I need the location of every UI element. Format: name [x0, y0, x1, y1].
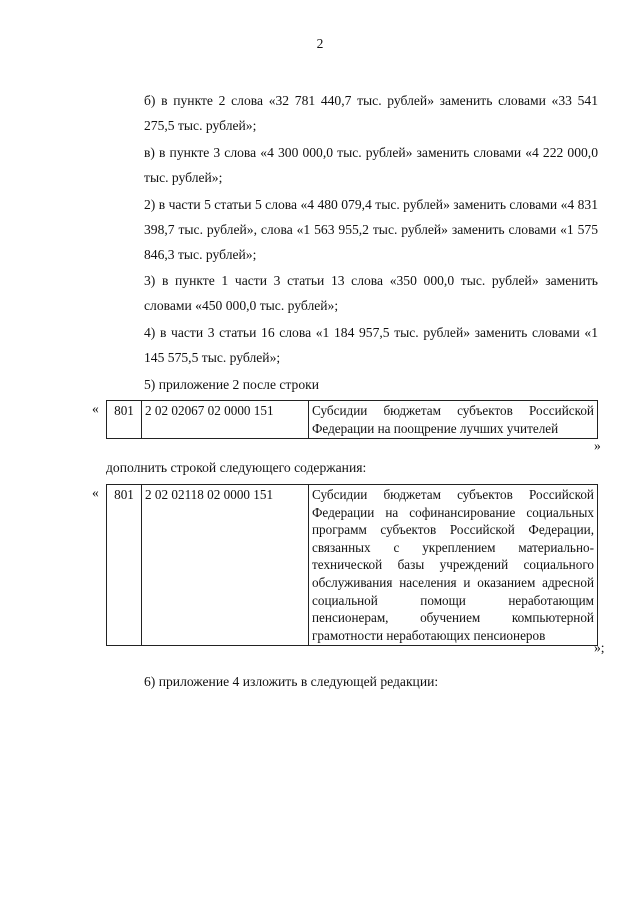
paragraph-item-2 — [106, 192, 598, 267]
paragraph-text: в) в пункте 3 слова «4 300 000,0 тыс. рублей» заменить словами «4 222 000,0 тыс. рублей»; — [144, 145, 598, 185]
paragraph-text: 2) в части 5 статьи 5 слова «4 480 079,4 тыс. рублей» заменить словами «4 831 398,7 тыс. рублей», слова «1 563 955,2 тыс. рублей» заменить словами «1 575 846,3 тыс. рублей»; — [144, 197, 598, 262]
paragraph-amend-v — [106, 140, 598, 190]
table-cell-kbk: 2 02 02118 02 0000 151 — [142, 485, 309, 646]
table-cell-name: Субсидии бюджетам субъектов Российской Федерации на софинансирование социальных программ субъектов Российской Федерации, связанных с укреплением материально-технической базы учреждений социального обслуживания населения и оказанием адресной социальной помощи неработающим пенсионерам, обучением компьютерной грамотности неработающих пенсионеров — [309, 485, 598, 646]
paragraph-add-row — [106, 455, 598, 480]
table-row — [107, 401, 598, 439]
open-quote: « — [92, 485, 99, 500]
paragraph-item-6 — [106, 669, 598, 694]
paragraph-item-5 — [106, 372, 598, 397]
page-number: 2 — [316, 36, 324, 51]
table-cell-code: 801 — [107, 401, 142, 439]
close-quote: » — [594, 438, 601, 453]
open-quote: « — [92, 401, 99, 416]
paragraph-text: 3) в пункте 1 части 3 статьи 13 слова «350 000,0 тыс. рублей» заменить словами «450 000,0 тыс. рублей»; — [144, 273, 598, 313]
paragraph-text: 5) приложение 2 после строки — [144, 377, 320, 392]
appendix-row-table-2 — [106, 484, 598, 646]
table-cell-kbk: 2 02 02067 02 0000 151 — [142, 401, 309, 439]
paragraph-item-3 — [106, 268, 598, 318]
paragraph-text: дополнить строкой следующего содержания: — [106, 460, 367, 475]
table-cell-name: Субсидии бюджетам субъектов Российской Федерации на поощрение лучших учителей — [309, 401, 598, 439]
table-row — [107, 485, 598, 646]
appendix-row-table-1 — [106, 400, 598, 439]
paragraph-amend-b — [106, 88, 598, 138]
paragraph-text: б) в пункте 2 слова «32 781 440,7 тыс. рублей» заменить словами «33 541 275,5 тыс. рублей»; — [144, 93, 598, 133]
paragraph-text: 6) приложение 4 изложить в следующей редакции: — [144, 674, 439, 689]
paragraph-text: 4) в части 3 статьи 16 слова «1 184 957,5 тыс. рублей» заменить словами «1 145 575,5 тыс. рублей»; — [144, 325, 598, 365]
close-quote: »; — [594, 640, 605, 655]
table-cell-code: 801 — [107, 485, 142, 646]
paragraph-item-4 — [106, 320, 598, 370]
